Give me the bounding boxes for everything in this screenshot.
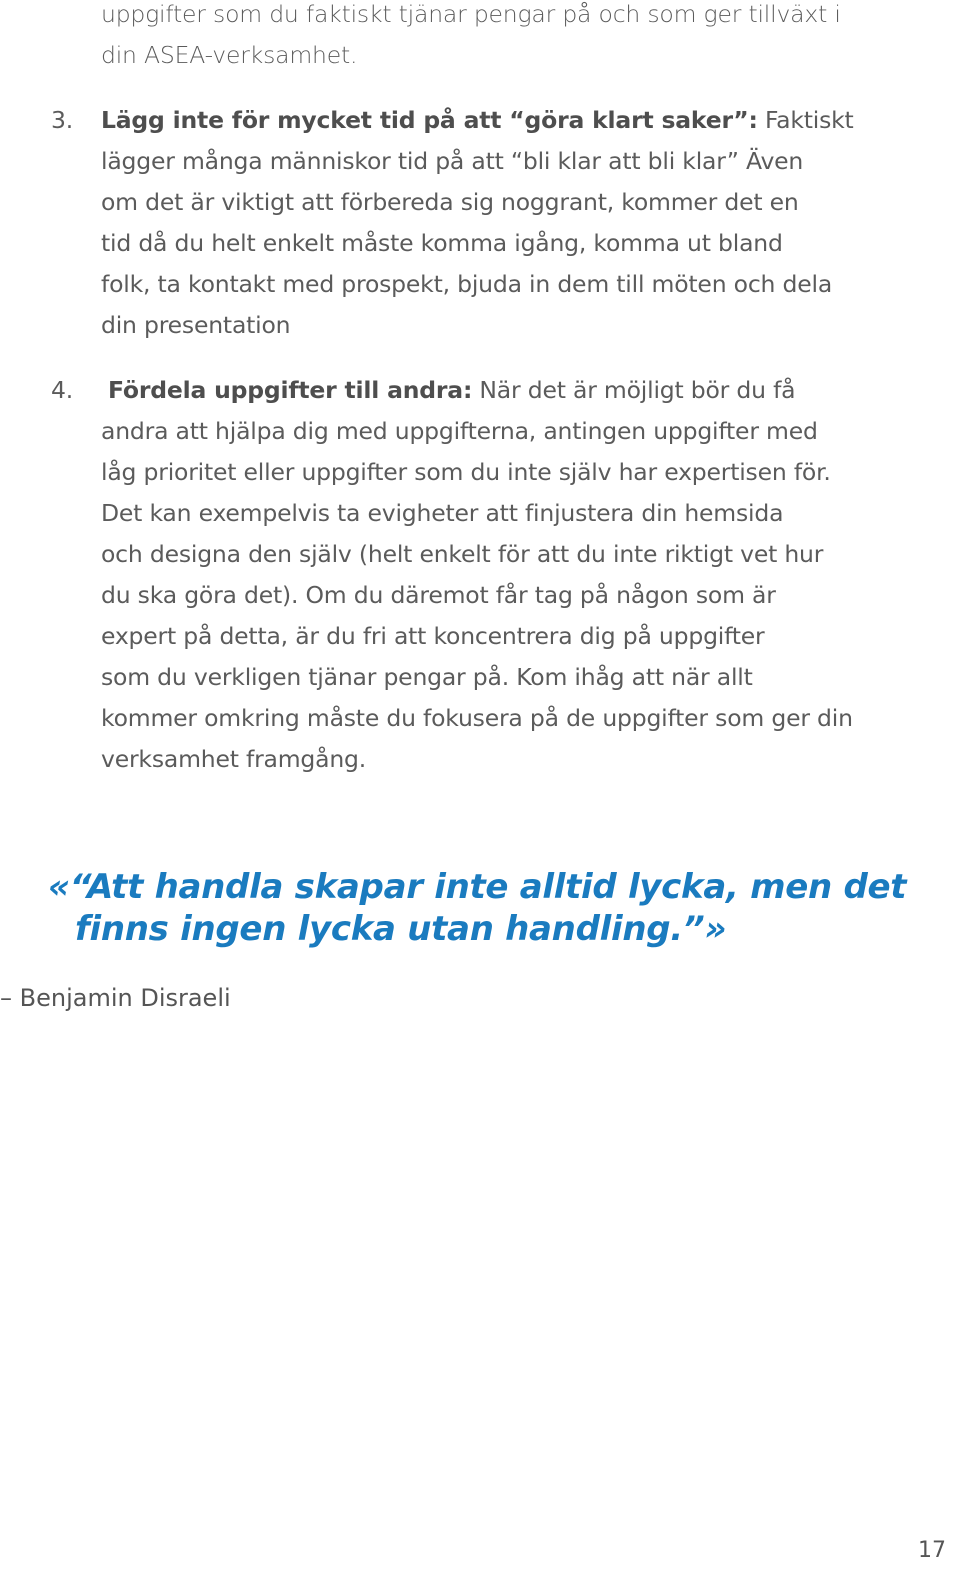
text-line: verksamhet framgång.	[101, 745, 367, 773]
text-fragment: När det är möjligt bör du få	[472, 376, 796, 404]
list-item-3	[51, 100, 881, 346]
text-line: expert på detta, är du fri att koncentrera dig på uppgifter	[101, 622, 765, 650]
text-line	[101, 370, 881, 411]
list-item-number: 4.	[51, 376, 74, 404]
text-line: din presentation	[101, 311, 291, 339]
text-line: du ska göra det). Om du däremot får tag på någon som är	[101, 581, 776, 609]
list-item-4	[51, 370, 881, 780]
quote-attribution: – Benjamin Disraeli	[0, 984, 231, 1012]
text-line: Det kan exempelvis ta evigheter att finjustera din hemsida	[101, 499, 784, 527]
text-line: din ASEA-verksamhet.	[101, 41, 358, 69]
continued-paragraph	[101, 0, 871, 76]
list-item-heading: Fördela uppgifter till andra:	[108, 376, 473, 404]
text-line: låg prioritet eller uppgifter som du inte själv har expertisen för.	[101, 458, 831, 486]
text-line: uppgifter som du faktiskt tjänar pengar på och som ger tillväxt i	[101, 0, 841, 28]
quote-line: «“Att handla skapar inte alltid lycka, men det	[48, 867, 907, 907]
quote-line: finns ingen lycka utan handling.”»	[75, 909, 727, 949]
text-line	[101, 100, 881, 141]
pull-quote	[48, 866, 907, 950]
text-fragment: Faktiskt	[757, 106, 854, 134]
text-line: tid då du helt enkelt måste komma igång, komma ut bland	[101, 229, 783, 257]
list-item-number: 3.	[51, 106, 74, 134]
page-number: 17	[918, 1538, 946, 1563]
list-item-heading: Lägg inte för mycket tid på att “göra klart saker”:	[101, 106, 758, 134]
text-line: andra att hjälpa dig med uppgifterna, antingen uppgifter med	[101, 417, 818, 445]
text-line: lägger många människor tid på att “bli klar att bli klar” Även	[101, 147, 804, 175]
text-line: och designa den själv (helt enkelt för att du inte riktigt vet hur	[101, 540, 824, 568]
text-line: folk, ta kontakt med prospekt, bjuda in dem till möten och dela	[101, 270, 833, 298]
text-line: om det är viktigt att förbereda sig noggrant, kommer det en	[101, 188, 799, 216]
text-line: kommer omkring måste du fokusera på de uppgifter som ger din	[101, 704, 853, 732]
text-line: som du verkligen tjänar pengar på. Kom ihåg att när allt	[101, 663, 753, 691]
